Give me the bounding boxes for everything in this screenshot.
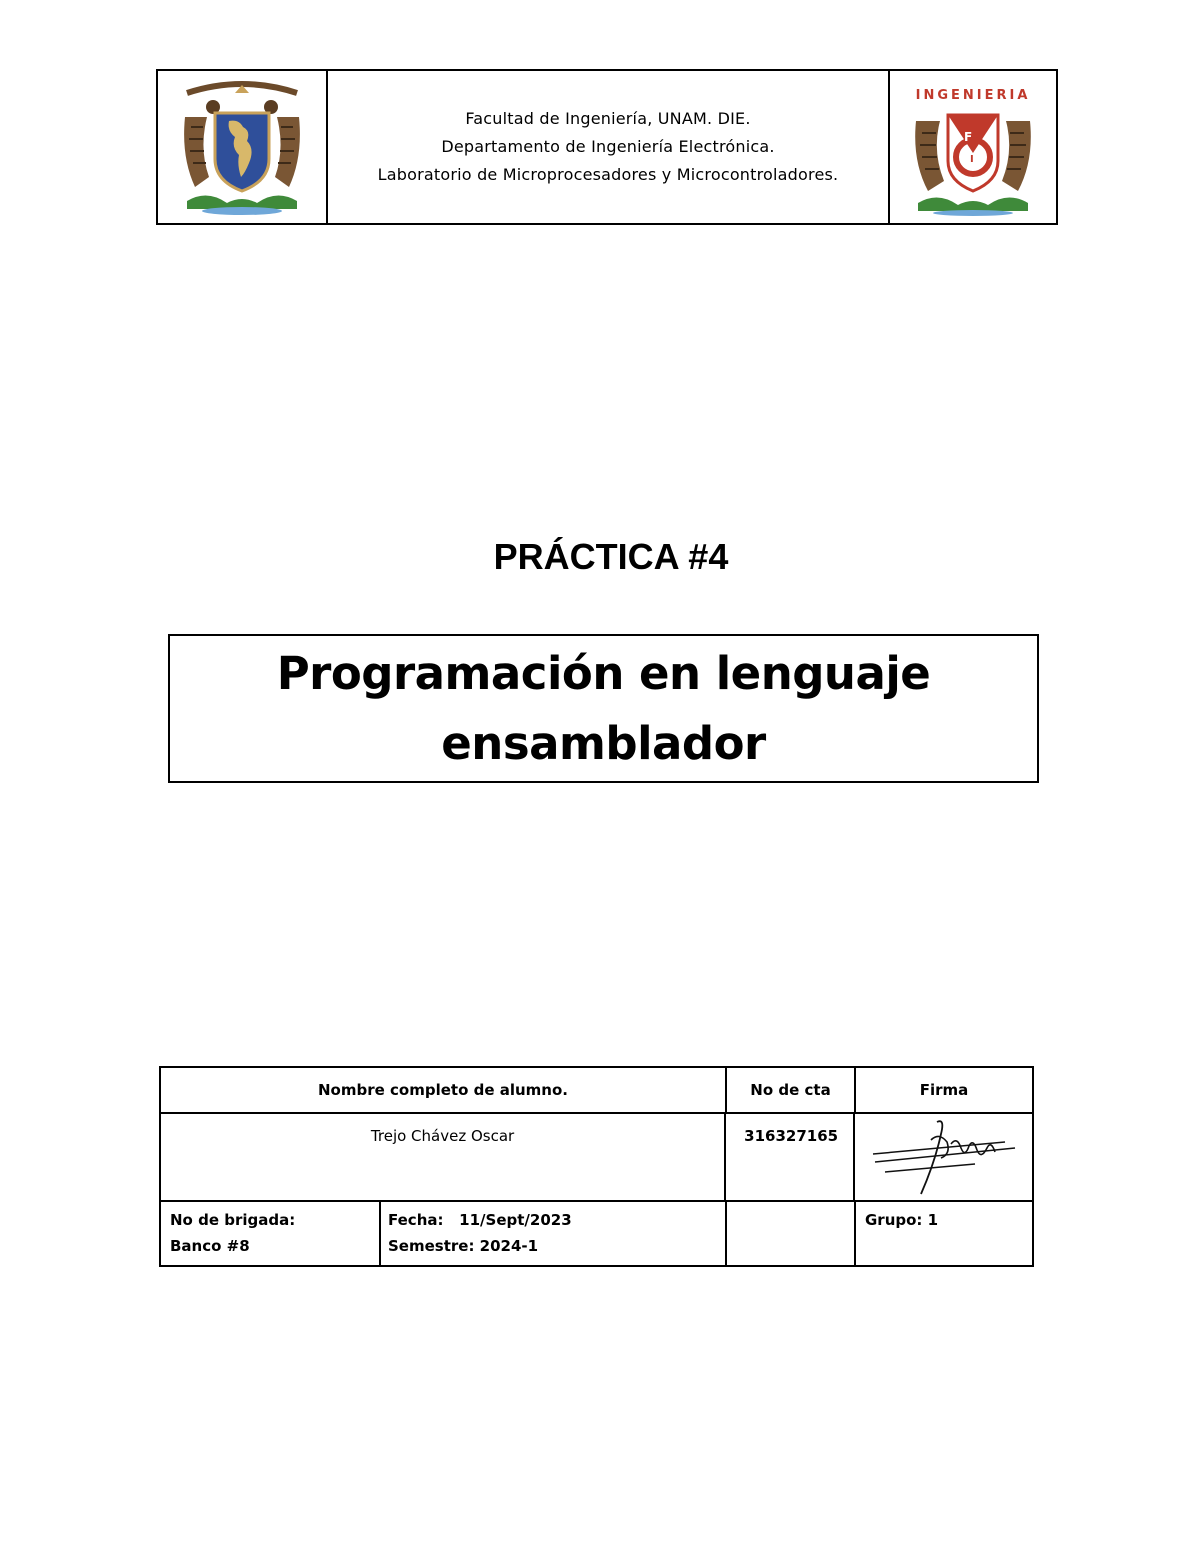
group-cell xyxy=(856,1202,1032,1265)
department-line: Departamento de Ingeniería Electrónica. xyxy=(441,137,775,156)
brigade-cell xyxy=(161,1202,381,1265)
student-row xyxy=(161,1114,1032,1202)
header-table xyxy=(156,69,1058,225)
header-signature: Firma xyxy=(919,1081,969,1099)
svg-text:I: I xyxy=(970,154,974,165)
unam-logo-cell xyxy=(158,71,328,223)
svg-text:INGENIERIA: INGENIERIA xyxy=(915,88,1031,103)
practice-number: PRÁCTICA #4 xyxy=(493,536,729,577)
faculty-line: Facultad de Ingeniería, UNAM. DIE. xyxy=(465,109,751,128)
account-number: 316327165 xyxy=(726,1114,855,1200)
fi-logo-cell xyxy=(890,71,1056,223)
header-student-name: Nombre completo de alumno. xyxy=(161,1068,727,1112)
date-value: Fecha: 11/Sept/2023 xyxy=(388,1211,572,1229)
table-header-row xyxy=(161,1068,1032,1114)
unam-coat-of-arms-logo xyxy=(177,77,307,217)
group-info-row xyxy=(161,1202,1032,1265)
student-info-table xyxy=(159,1066,1034,1267)
title-line-1: Programación en lenguaje xyxy=(276,646,931,700)
group-value: Grupo: 1 xyxy=(865,1211,939,1229)
student-name: Trejo Chávez Oscar xyxy=(161,1114,726,1200)
svg-text:F: F xyxy=(964,130,973,144)
laboratory-line: Laboratorio de Microprocesadores y Microcontroladores. xyxy=(377,165,839,184)
facultad-ingenieria-logo xyxy=(908,77,1038,217)
handwritten-signature xyxy=(855,1114,1032,1200)
date-cell xyxy=(381,1202,727,1265)
signature-cell xyxy=(855,1114,1032,1200)
title-box xyxy=(168,634,1039,783)
header-text-cell xyxy=(328,71,890,223)
semester-value: Semestre: 2024-1 xyxy=(388,1237,539,1255)
brigade-label: No de brigada: xyxy=(170,1211,296,1229)
empty-cell xyxy=(727,1202,856,1265)
bench-number: Banco #8 xyxy=(170,1237,250,1255)
header-account-number: No de cta xyxy=(727,1068,856,1112)
title-line-2: ensamblador xyxy=(441,716,766,770)
